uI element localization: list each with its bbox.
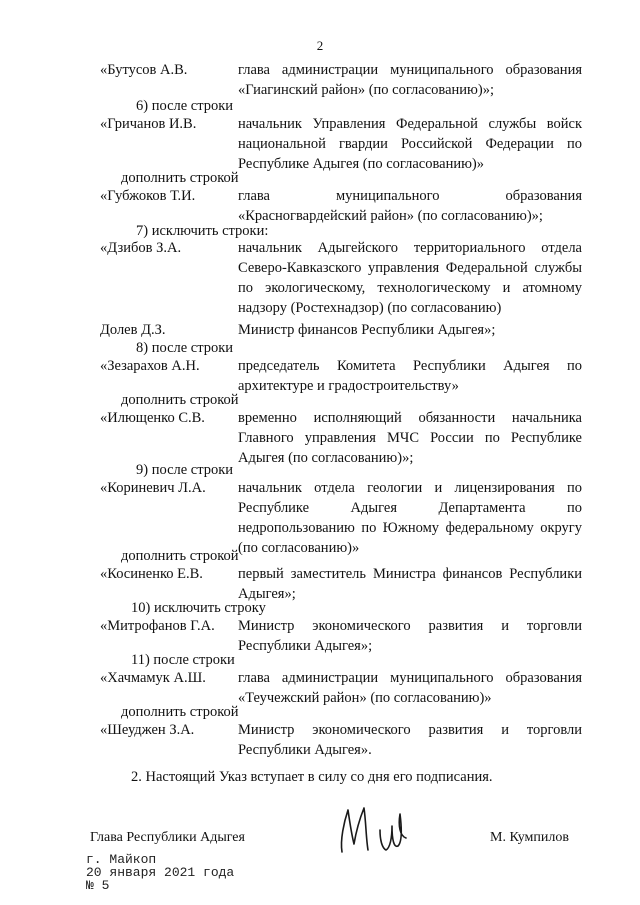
entry-description: Министр финансов Республики Адыгея»; (238, 322, 496, 338)
entry-name: «Губжоков Т.И. (100, 188, 196, 204)
instruction-9: 9) после строки (136, 462, 234, 478)
instruction-6: 6) после строки (136, 98, 234, 114)
entry-name: Долев Д.З. (100, 322, 166, 338)
entry-name: «Косиненко Е.В. (100, 566, 203, 582)
entry-description: Министр экономического развития и торговли Республики Адыгея»; (238, 618, 582, 654)
entry-name: «Бутусов А.В. (100, 62, 188, 78)
instruction-add: дополнить строкой (121, 704, 239, 720)
entry-description: первый заместитель Министра финансов Республики Адыгея»; (238, 566, 582, 602)
entry-description: председатель Комитета Республики Адыгея по архитектуре и градостроительству» (238, 358, 582, 394)
stamp-number: № 5 (86, 878, 110, 893)
entry-name: «Кориневич Л.А. (100, 480, 206, 496)
instruction-10: 10) исключить строку (131, 600, 266, 616)
stamp-city: г. Майкоп (86, 852, 157, 867)
final-clause: 2. Настоящий Указ вступает в силу со дня его подписания. (131, 769, 493, 785)
entry-description: начальник Управления Федеральной службы войск национальной гвардии Российской Федерации по Республике Адыгея (по согласованию)» (238, 116, 582, 172)
signatory-position: Глава Республики Адыгея (90, 830, 245, 845)
entry-description: глава администрации муниципального образования «Теучежский район» (по согласованию)» (238, 670, 582, 706)
entry-description: Министр экономического развития и торговли Республики Адыгея». (238, 722, 582, 758)
instruction-8: 8) после строки (136, 340, 234, 356)
instruction-11: 11) после строки (131, 652, 235, 668)
instruction-add: дополнить строкой (121, 170, 239, 186)
entry-name: «Хачмамук А.Ш. (100, 670, 206, 686)
entry-name: «Гричанов И.В. (100, 116, 197, 132)
entry-description: временно исполняющий обязанности начальника Главного управления МЧС России по Республике Адыгея (по согласованию)»; (238, 410, 582, 466)
entry-description: глава администрации муниципального образования «Гиагинский район» (по согласованию)»; (238, 62, 582, 98)
page-number: 2 (316, 38, 324, 53)
instruction-add: дополнить строкой (121, 392, 239, 408)
instruction-7: 7) исключить строки: (136, 223, 269, 239)
entry-description: начальник Адыгейского территориального отдела Северо-Кавказского управления Федеральной службы по экологическому, технологическому и атомному надзору (Ростехнадзор) (по согласованию) (238, 240, 582, 316)
entry-name: «Дзибов З.А. (100, 240, 182, 256)
entry-name: «Зезарахов А.Н. (100, 358, 200, 374)
entry-name: «Митрофанов Г.А. (100, 618, 215, 634)
stamp-date: 20 января 2021 года (86, 865, 235, 880)
signatory-name: М. Кумпилов (490, 830, 569, 845)
entry-description: глава муниципального образования «Красногвардейский район» (по согласованию)»; (238, 188, 582, 224)
entry-name: «Илющенко С.В. (100, 410, 205, 426)
instruction-add: дополнить строкой (121, 548, 239, 564)
handwritten-signature (336, 800, 414, 862)
entry-name: «Шеуджен З.А. (100, 722, 195, 738)
entry-description: начальник отдела геологии и лицензирования по Республике Адыгея Департамента по недропользованию по Южному федеральному округу (по согласованию)» (238, 480, 582, 556)
